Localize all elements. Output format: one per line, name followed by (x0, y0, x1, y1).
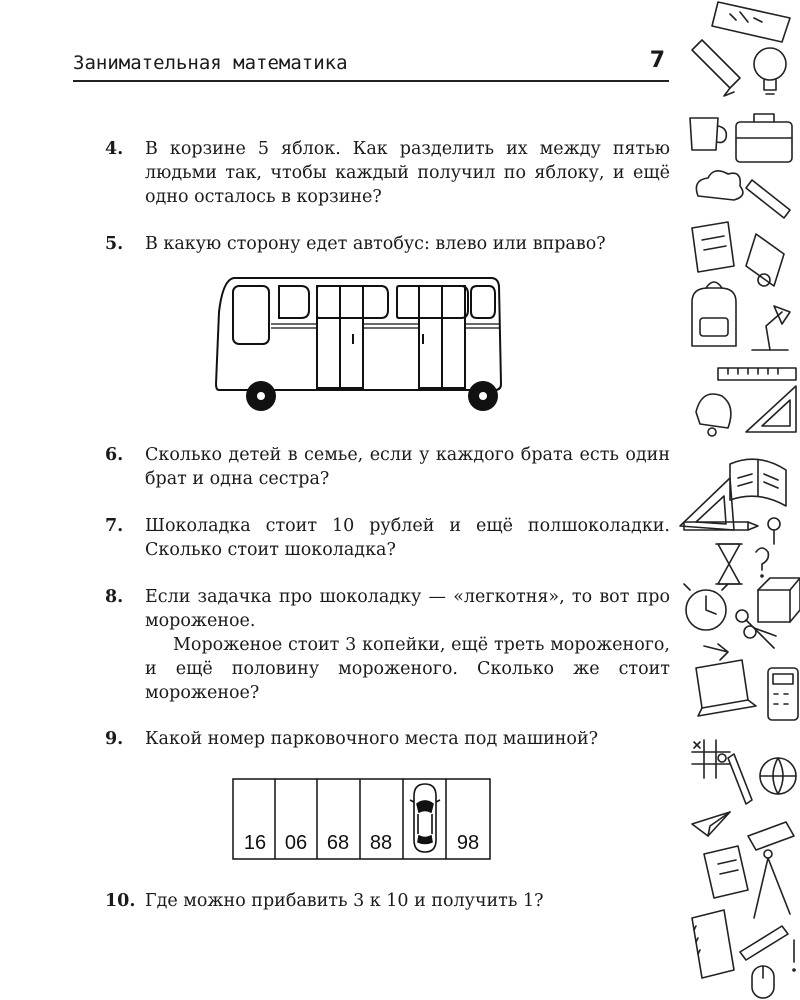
running-title: Занимательная математика (73, 52, 348, 74)
cloud-icon (696, 171, 743, 200)
task-text: Шоколадка стоит 10 рублей и ещё полшоколадки. Сколько стоит шоколадка? (145, 516, 670, 560)
open-book-icon (730, 459, 786, 506)
pushpin-icon (768, 518, 780, 544)
compass-icon (754, 850, 790, 918)
task-5 (105, 232, 670, 256)
page-number: 7 (649, 48, 665, 73)
exclamation-mark-icon (793, 940, 795, 971)
task-text: Если задачка про шоколадку — «легкотня», то вот про мороженое. (145, 587, 670, 631)
question-mark-icon (756, 548, 768, 577)
bus-window (279, 286, 309, 318)
parking-lot-illustration (232, 778, 494, 862)
scroll-icon (746, 234, 784, 286)
page-header (73, 50, 669, 82)
bell-icon (696, 394, 731, 436)
eraser-icon (748, 822, 794, 850)
bus-window (233, 286, 269, 344)
paper-plane-icon (692, 812, 730, 836)
desk-lamp-icon (752, 306, 790, 350)
backpack-icon (692, 282, 736, 346)
mouse-icon (752, 966, 774, 998)
bus-illustration (213, 272, 503, 417)
notebook-icon (704, 846, 748, 898)
bus-window (397, 286, 468, 318)
task-text: В корзине 5 яблок. Как разделить их между пятью людьми так, чтобы каждый получил по яблоку, и ещё одно осталось в корзине? (145, 139, 670, 207)
pencil-icon (728, 754, 752, 804)
parking-spot-number: 06 (284, 832, 308, 854)
lightbulb-icon (754, 48, 786, 94)
parking-spot-number: 16 (243, 832, 267, 854)
task-8 (105, 585, 670, 705)
task-number: 8. (105, 587, 124, 607)
pencil-icon (692, 40, 740, 96)
triangle-ruler-icon (746, 386, 796, 432)
ruler-icon (718, 368, 796, 380)
parking-spot-number: 68 (326, 832, 350, 854)
task-9 (105, 727, 670, 751)
bus-window (471, 286, 495, 318)
pencil-icon (740, 926, 788, 960)
school-doodles-border (678, 0, 800, 1000)
arrow-icon (704, 644, 728, 660)
bus-body (216, 278, 501, 390)
hourglass-icon (716, 544, 742, 584)
task-text: В какую сторону едет автобус: влево или вправо? (145, 234, 606, 254)
cube-icon (758, 578, 800, 622)
globe-icon (760, 758, 796, 794)
book-icon (692, 222, 734, 272)
bus-wheel (468, 381, 498, 411)
task-text: Какой номер парковочного места под машиной? (145, 729, 599, 749)
task-7 (105, 514, 670, 562)
mug-icon (690, 118, 726, 150)
scissors-icon (736, 610, 776, 648)
task-4 (105, 137, 670, 209)
task-text: Где можно прибавить 3 к 10 и получить 1? (145, 891, 544, 911)
pencil-icon (746, 180, 790, 218)
bus-wheel (246, 381, 276, 411)
task-number: 7. (105, 516, 124, 536)
task-6 (105, 443, 670, 491)
calculator-icon (768, 668, 798, 720)
parking-spot-number: 98 (456, 832, 480, 854)
chalkboard-icon (712, 2, 790, 42)
task-number: 9. (105, 729, 124, 749)
task-text: Сколько детей в семье, если у каждого брата есть один брат и одна сестра? (145, 445, 670, 489)
task-number: 10. (105, 891, 136, 911)
laptop-icon (696, 660, 756, 716)
parking-spot-number: 88 (369, 832, 393, 854)
task-number: 4. (105, 139, 124, 159)
car-top-view (410, 784, 440, 852)
bus-window (317, 286, 388, 318)
tic-tac-toe-icon (692, 740, 730, 778)
task-text-continued: Мороженое стоит 3 копейки, ещё треть мороженого, и ещё половину мороженого. Сколько же стоит мороженое? (145, 635, 670, 703)
briefcase-icon (736, 114, 792, 162)
notebook-icon (692, 910, 734, 978)
task-number: 6. (105, 445, 124, 465)
task-number: 5. (105, 234, 124, 254)
task-10 (105, 889, 670, 913)
alarm-clock-icon (684, 584, 728, 630)
